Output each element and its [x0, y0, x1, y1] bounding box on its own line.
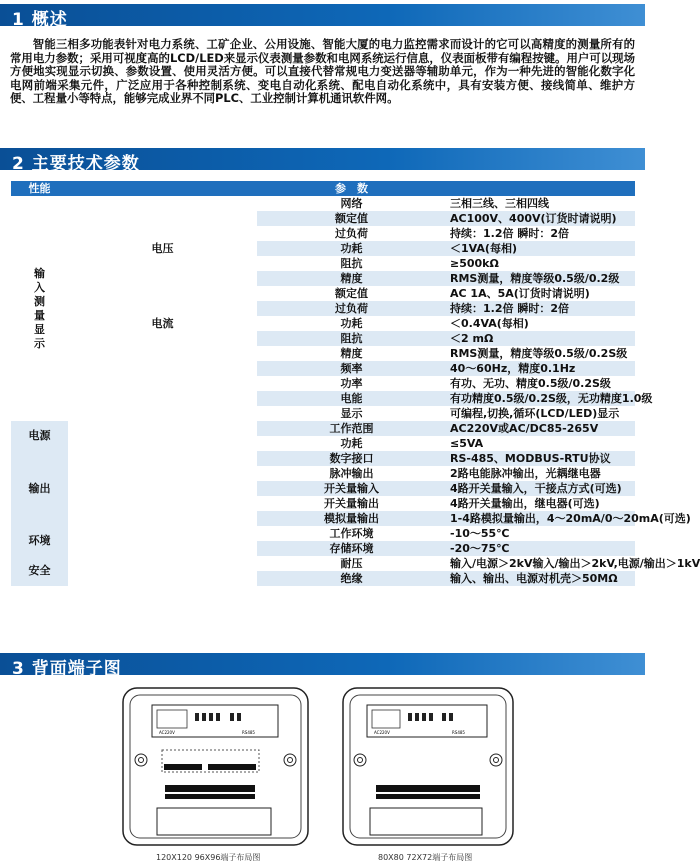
param-value: 输入/电源＞2kV输入/输出＞2kV,电源/输出＞1kV	[450, 556, 700, 570]
param-value: 40～60Hz，精度0.1Hz	[446, 361, 635, 376]
section3-title: 3 背面端子图	[12, 659, 122, 679]
param-name: 显示	[340, 406, 363, 420]
param-value: -10～55℃	[450, 526, 510, 540]
group-input-char: 显	[34, 322, 45, 336]
meter-large-drawing	[123, 688, 308, 845]
spec-row	[11, 211, 635, 226]
param-value: RMS测量，精度等级0.5级/0.2级	[446, 271, 635, 286]
subgroup-empty	[68, 361, 257, 421]
param-value: 可编程,切换,循环(LCD/LED)显示	[450, 406, 620, 420]
section1-title: 1 概述	[12, 10, 68, 30]
right-rs-label: RS485	[452, 730, 465, 735]
group-input-char: 测	[34, 294, 45, 308]
spec-row	[11, 196, 635, 211]
param-name: 功率	[340, 376, 363, 390]
caption-left: 120X120 96X96端子布局图	[156, 853, 261, 862]
param-value: -20～75℃	[446, 541, 635, 556]
param-name: 存储环境	[257, 541, 446, 556]
param-value: 三相三线、三相四线	[450, 196, 549, 210]
caption-right: 80X80 72X72端子布局图	[378, 853, 473, 862]
param-name: 网络	[340, 196, 363, 210]
param-name: 功耗	[257, 241, 446, 256]
terminal-diagram-svg	[0, 680, 645, 864]
group-input-char: 入	[34, 280, 45, 294]
param-name: 频率	[257, 361, 446, 376]
param-name: 脉冲输出	[329, 466, 374, 480]
spec-row	[11, 451, 635, 466]
param-value: ≤5VA	[450, 436, 484, 450]
spec-row	[11, 421, 635, 436]
spec-row	[11, 556, 635, 571]
param-value: 持续：1.2倍 瞬时：2倍	[446, 301, 635, 316]
spec-row	[11, 526, 635, 541]
param-name: 阻抗	[340, 256, 363, 270]
param-value: 持续：1.2倍 瞬时：2倍	[450, 226, 569, 240]
param-name: 耐压	[340, 556, 363, 570]
header-perf: 性能	[11, 181, 68, 196]
param-name: 电能	[257, 391, 446, 406]
param-value: 2路电能脉冲输出，光耦继电器	[450, 466, 601, 480]
group-input-label	[11, 196, 68, 421]
group-input-char: 输	[34, 266, 45, 280]
param-value: ＜0.4VA(每相)	[450, 316, 529, 330]
group-env: 环境	[11, 526, 68, 556]
param-name: 绝缘	[257, 571, 446, 586]
param-value: AC 1A、5A(订货时请说明)	[450, 286, 590, 300]
param-value: ≥500kΩ	[450, 256, 499, 270]
param-value: 有功精度0.5级/0.2S级，无功精度1.0级	[446, 391, 635, 406]
overview-paragraph: 智能三相多功能表针对电力系统、工矿企业、公用设施、智能大厦的电力监控需求而设计的它可以高精度的测量所有的常用电力参数；采用可视度高的LCD/LED来显示仪表测量参数和电网系统运行信息，仪表面板带有编程按键。用户可以现场方便地实现显示切换、参数设置、使用灵活方便。可以直接代替常规电力变送器等辅助单元，作为一种先进的智能化数字化电网前端采集元件，广泛应用于各种控制系统、变电自动化系统、配电自动化系统中，具有安装方便、接线简单、维护方便、工程量小等特点，能够完成业界不同PLC、工业控制计算机通讯软件网。	[10, 37, 635, 106]
group-power: 电源	[11, 421, 68, 451]
param-name: 开关量输出	[324, 496, 379, 510]
param-name: 额定值	[335, 286, 368, 300]
param-value: 4路开关量输出，继电器(可选)	[450, 496, 600, 510]
param-value: 1-4路模拟量输出，4～20mA/0～20mA(可选)	[446, 511, 635, 526]
subgroup-empty	[68, 196, 257, 211]
left-rs-label: RS485	[242, 730, 255, 735]
subgroup-empty	[68, 526, 257, 556]
subgroup-empty	[68, 451, 257, 526]
overview-text	[10, 38, 635, 106]
param-value: RMS测量，精度等级0.5级/0.2S级	[450, 346, 628, 360]
param-name: 开关量输入	[257, 481, 446, 496]
spec-row	[11, 361, 635, 376]
param-name: 模拟量输出	[257, 511, 446, 526]
param-name: 数字接口	[257, 451, 446, 466]
subgroup-current: 电流	[151, 316, 174, 330]
param-name: 功耗	[340, 436, 363, 450]
param-value: AC100V、400V(订货时请说明)	[446, 211, 635, 226]
param-value: 输入、输出、电源对机壳＞50MΩ	[446, 571, 635, 586]
subgroup-empty	[68, 556, 257, 586]
right-panel-label: AC220V	[374, 730, 390, 735]
spec-row	[11, 286, 635, 301]
param-name: 过负荷	[335, 226, 368, 240]
section2-title: 2 主要技术参数	[12, 154, 140, 174]
section1-header	[0, 4, 645, 30]
group-safety: 安全	[11, 556, 68, 586]
header-params: 参 数	[68, 181, 635, 196]
meter-small-drawing	[343, 688, 513, 845]
param-value: 4路开关量输入，干接点方式(可选)	[446, 481, 635, 496]
param-name: 工作范围	[257, 421, 446, 436]
param-value: 有功、无功、精度0.5级/0.2S级	[450, 376, 611, 390]
param-name: 阻抗	[257, 331, 446, 346]
param-value: ＜1VA(每相)	[446, 241, 635, 256]
spec-table	[11, 181, 700, 586]
spec-header-row	[11, 181, 635, 196]
param-name: 额定值	[257, 211, 446, 226]
subgroup-voltage: 电压	[151, 241, 174, 255]
param-value: RS-485、MODBUS-RTU协议	[446, 451, 635, 466]
param-name: 工作环境	[329, 526, 374, 540]
param-name: 精度	[340, 346, 363, 360]
group-input-char: 量	[34, 308, 45, 322]
param-value: ＜2 mΩ	[446, 331, 635, 346]
param-name: 功耗	[340, 316, 363, 330]
param-value: AC220V或AC/DC85-265V	[446, 421, 635, 436]
section3-header	[0, 653, 645, 679]
group-output: 输出	[11, 451, 68, 526]
left-panel-label: AC220V	[159, 730, 175, 735]
group-input-char: 示	[34, 336, 45, 350]
section2-header	[0, 148, 645, 174]
subgroup-empty	[68, 421, 257, 451]
terminal-drawings	[0, 680, 645, 864]
param-name: 精度	[257, 271, 446, 286]
param-name: 过负荷	[257, 301, 446, 316]
